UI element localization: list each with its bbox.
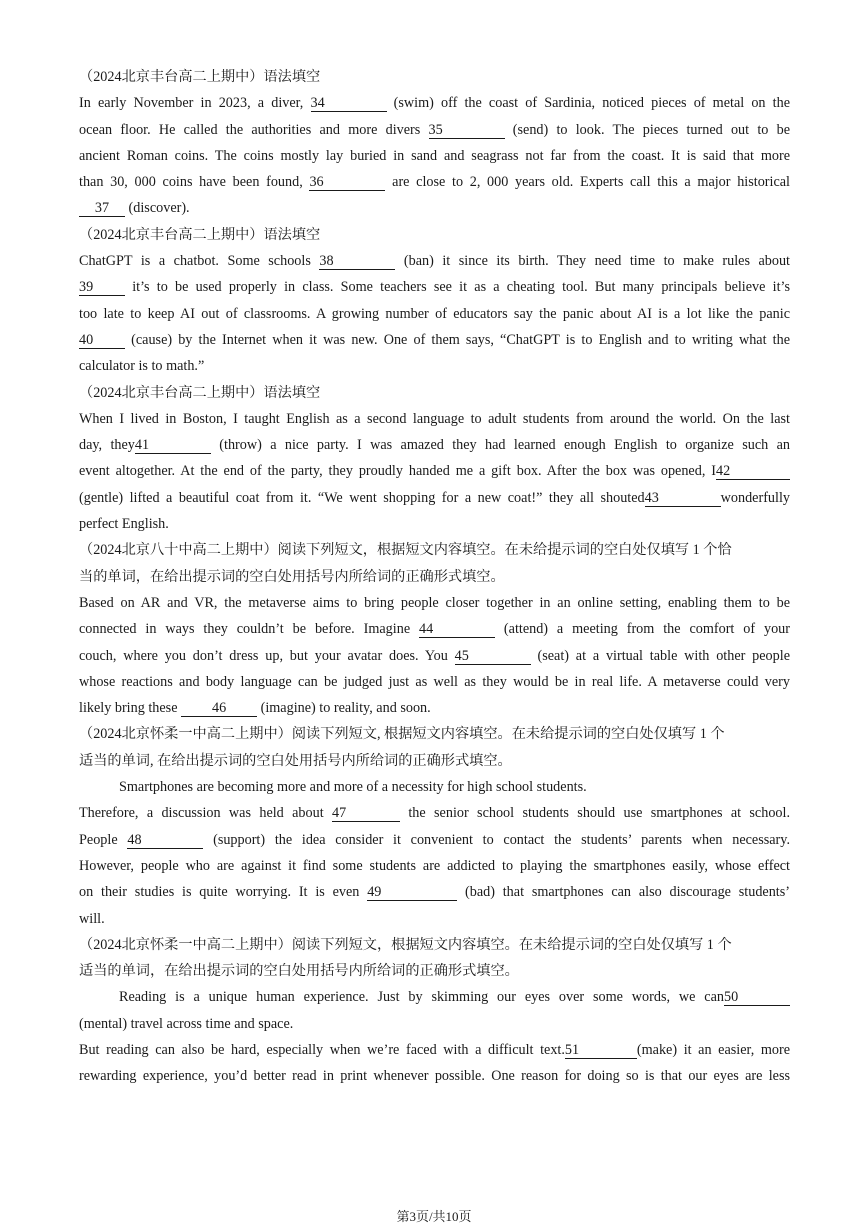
passage-line bbox=[79, 117, 790, 143]
text-run: (swim) off the coast of Sardinia, noticed pieces of metal on the bbox=[386, 95, 790, 112]
passage-line: will. bbox=[79, 910, 105, 927]
text-run: (seat) at a virtual table with other people bbox=[530, 647, 790, 664]
text-run: are close to 2, 000 years old. Experts call this a major historical bbox=[385, 174, 790, 191]
blank-46: 46 bbox=[181, 700, 257, 717]
text-run: likely bring these bbox=[79, 700, 182, 717]
passage-line: ancient Roman coins. The coins mostly lay buried in sand and seagrass not far from the coast. It is said that more bbox=[79, 147, 790, 164]
text-run: couch, where you don’t dress up, but your avatar does. You bbox=[79, 647, 455, 664]
instruction-line: 当的单词，在给出提示词的空白处用括号内所给词的正确形式填空。 bbox=[79, 568, 505, 585]
text-run: (bad) that smartphones can also discourage students’ bbox=[457, 884, 790, 901]
text-run: (send) to look. The pieces turned out to be bbox=[504, 121, 790, 138]
text-run: (cause) by the Internet when it was new. One of them says, “ChatGPT is to English and to writing what the bbox=[125, 331, 790, 348]
text-run: ocean floor. He called the authorities and more divers bbox=[79, 121, 429, 138]
section-header-bashi-zhong bbox=[79, 537, 790, 590]
passage-line: However, people who are against it find some students are addicted to playing the smartphones easily, whose effect bbox=[79, 857, 790, 874]
text-run: (gentle) lifted a beautiful coat from it. “We went shopping for a new coat!” they all shouted bbox=[79, 489, 645, 506]
passage-5 bbox=[79, 774, 790, 932]
passage-3 bbox=[79, 406, 790, 537]
instruction-line: （2024北京八十中高二上期中）阅读下列短文，根据短文内容填空。在未给提示词的空白处仅填写 1 个恰 bbox=[79, 542, 732, 559]
passage-line: calculator is to math.” bbox=[79, 358, 205, 375]
blank-50: 50 bbox=[724, 989, 790, 1006]
text-run: day, they bbox=[79, 437, 135, 454]
passage-line bbox=[79, 327, 790, 353]
blank-37: 37 bbox=[79, 200, 125, 217]
passage-line bbox=[79, 432, 790, 458]
instruction-line: 适当的单词, 在给出提示词的空白处用括号内所给词的正确形式填空。 bbox=[79, 752, 512, 769]
text-run: connected in ways they couldn’t be before. Imagine bbox=[79, 621, 420, 638]
section-header-fengtai-3: （2024北京丰台高二上期中）语法填空 bbox=[79, 384, 321, 401]
text-run: People bbox=[79, 831, 128, 848]
blank-41: 41 bbox=[135, 437, 211, 454]
blank-42: 42 bbox=[716, 463, 790, 480]
text-run: Reading is a unique human experience. Just by skimming our eyes over some words, we can bbox=[119, 989, 724, 1006]
passage-line: whose reactions and body language can be judged just as well as they would be in real life. A metaverse could very bbox=[79, 673, 790, 690]
blank-49: 49 bbox=[367, 884, 457, 901]
passage-line bbox=[79, 984, 790, 1010]
text-run: event altogether. At the end of the party, they proudly handed me a gift box. After the box was opened, I bbox=[79, 463, 716, 480]
instruction-line: （2024北京怀柔一中高二上期中）阅读下列短文, 根据短文内容填空。在未给提示词的空白处仅填写 1 个 bbox=[79, 726, 725, 743]
text-run: (make) it an easier, more bbox=[636, 1041, 790, 1058]
text-run: (throw) a nice party. I was amazed they had learned enough English to organize such an bbox=[210, 437, 790, 454]
page-content bbox=[79, 64, 790, 1090]
section-header-huairou-2 bbox=[79, 932, 790, 985]
blank-40: 40 bbox=[79, 332, 125, 349]
text-run: wonderfully bbox=[720, 489, 790, 506]
page-number: 第3页/共10页 bbox=[396, 1209, 472, 1224]
passage-line bbox=[79, 195, 790, 221]
blank-45: 45 bbox=[455, 648, 531, 665]
passage-line: perfect English. bbox=[79, 516, 169, 533]
blank-51: 51 bbox=[565, 1042, 637, 1059]
passage-line bbox=[79, 248, 790, 274]
passage-line bbox=[79, 485, 790, 511]
text-run: But reading can also be hard, especially when we’re faced with a difficult text. bbox=[79, 1041, 565, 1058]
text-run: Therefore, a discussion was held about bbox=[79, 805, 332, 822]
blank-35: 35 bbox=[429, 122, 505, 139]
passage-line: (mental) travel across time and space. bbox=[79, 1015, 294, 1032]
passage-line: too late to keep AI out of classrooms. A growing number of educators say the panic about AI is a lot like the panic bbox=[79, 305, 790, 322]
text-run: than 30, 000 coins have been found, bbox=[79, 174, 310, 191]
blank-38: 38 bbox=[319, 253, 395, 270]
instruction-line: 适当的单词，在给出提示词的空白处用括号内所给词的正确形式填空。 bbox=[79, 963, 519, 980]
text-run: the senior school students should use smartphones at school. bbox=[400, 805, 790, 822]
text-run: on their studies is quite worrying. It is even bbox=[79, 884, 368, 901]
text-run: ChatGPT is a chatbot. Some schools bbox=[79, 253, 320, 270]
text-run: (ban) it since its birth. They need time to make rules about bbox=[395, 253, 790, 270]
passage-line bbox=[79, 169, 790, 195]
passage-line bbox=[79, 274, 790, 300]
text-run: (imagine) to reality, and soon. bbox=[257, 700, 431, 717]
passage-line: Smartphones are becoming more and more of a necessity for high school students. bbox=[119, 779, 587, 796]
passage-line bbox=[79, 800, 790, 826]
section-header-huairou-1 bbox=[79, 721, 790, 774]
blank-47: 47 bbox=[332, 805, 400, 822]
text-run: (attend) a meeting from the comfort of your bbox=[495, 621, 790, 638]
passage-1 bbox=[79, 90, 790, 221]
blank-43: 43 bbox=[645, 490, 721, 507]
passage-line bbox=[79, 1037, 790, 1063]
blank-48: 48 bbox=[127, 832, 203, 849]
section-header-fengtai-2: （2024北京丰台高二上期中）语法填空 bbox=[79, 226, 321, 243]
passage-line bbox=[79, 879, 790, 905]
passage-line: Based on AR and VR, the metaverse aims to bring people closer together in an online setting, enabling them to be bbox=[79, 594, 790, 611]
text-run: In early November in 2023, a diver, bbox=[79, 95, 311, 112]
passage-2 bbox=[79, 248, 790, 379]
blank-36: 36 bbox=[309, 174, 385, 191]
blank-39: 39 bbox=[79, 279, 125, 296]
passage-line bbox=[79, 616, 790, 642]
passage-line bbox=[79, 90, 790, 116]
passage-line bbox=[79, 695, 790, 721]
passage-6 bbox=[79, 984, 790, 1089]
passage-line bbox=[79, 827, 790, 853]
blank-34: 34 bbox=[311, 95, 387, 112]
passage-line bbox=[79, 458, 790, 484]
blank-44: 44 bbox=[419, 621, 495, 638]
passage-line: When I lived in Boston, I taught English as a second language to adult students from around the world. On the last bbox=[79, 410, 790, 427]
passage-line bbox=[79, 643, 790, 669]
text-run: (discover). bbox=[125, 200, 190, 217]
section-header-fengtai-1: （2024北京丰台高二上期中）语法填空 bbox=[79, 69, 321, 85]
text-run: it’s to be used properly in class. Some teachers see it as a cheating tool. But many principals believe it’s bbox=[125, 279, 790, 296]
passage-line: rewarding experience, you’d better read in print whenever possible. One reason for doing so is that our eyes are less bbox=[79, 1068, 790, 1085]
text-run: (support) the idea consider it convenient to contact the students’ parents when necessary. bbox=[203, 831, 790, 848]
instruction-line: （2024北京怀柔一中高二上期中）阅读下列短文，根据短文内容填空。在未给提示词的空白处仅填写 1 个 bbox=[79, 936, 732, 953]
passage-4 bbox=[79, 590, 790, 721]
